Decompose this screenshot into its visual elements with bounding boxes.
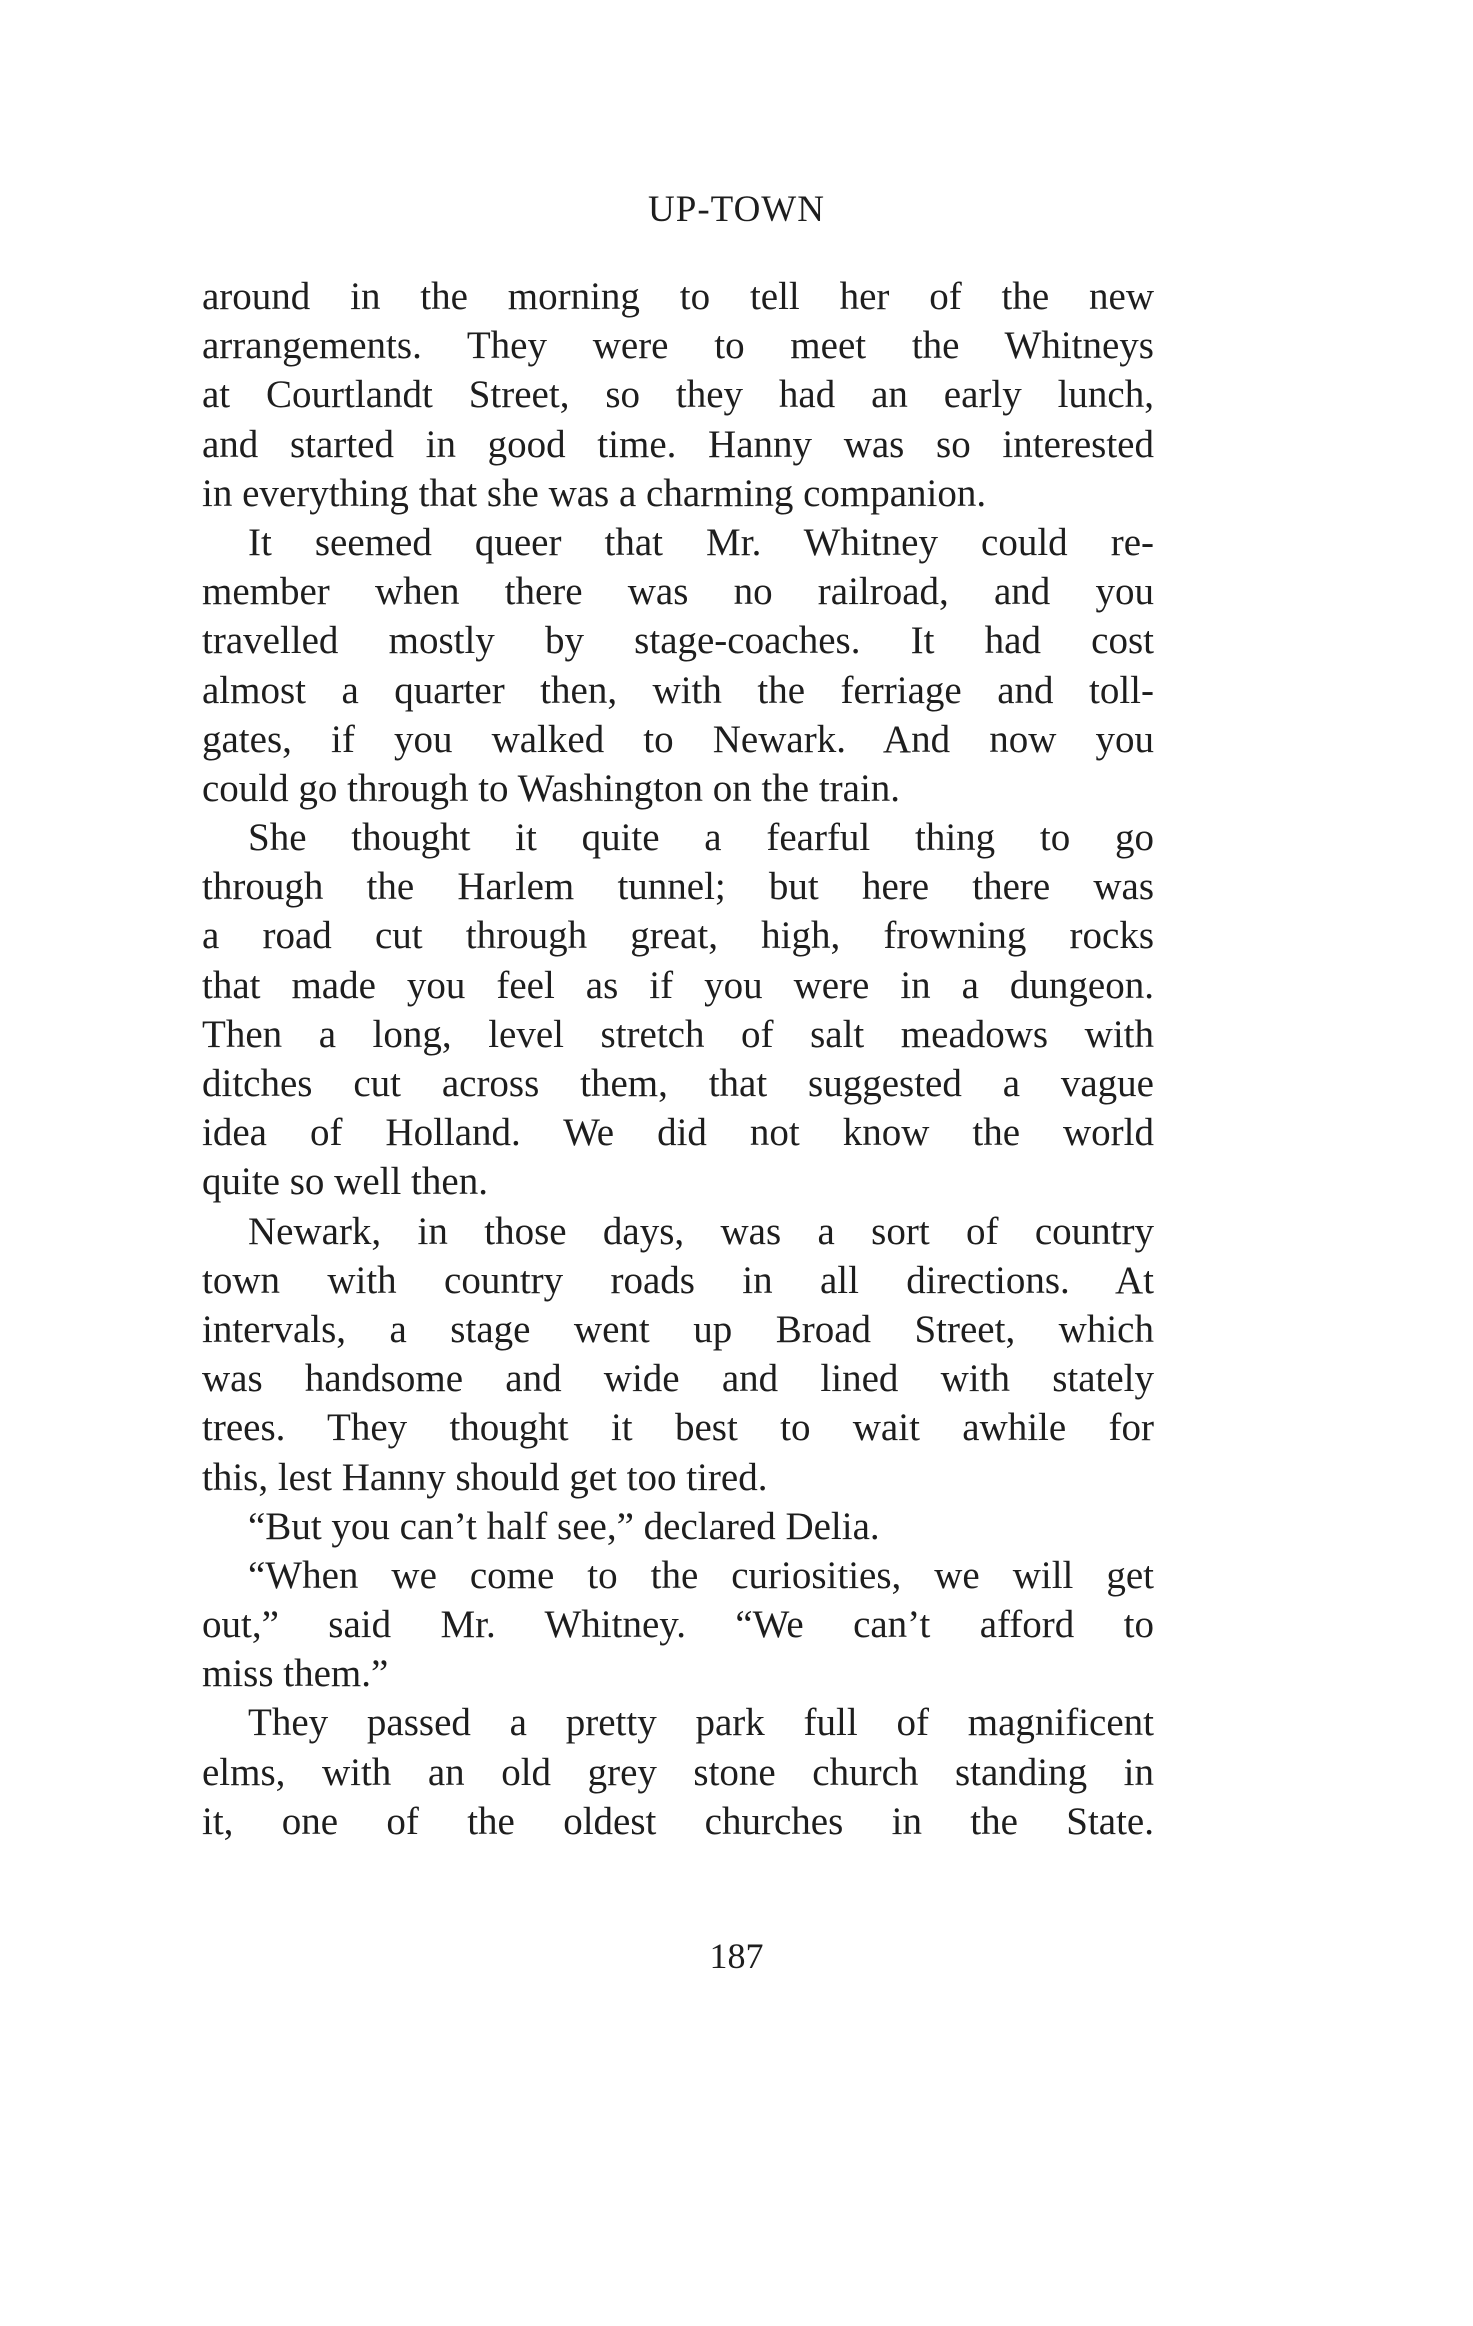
text-line: Then a long, level stretch of salt meadows with: [202, 1012, 1154, 1056]
text-line: elms, with an old grey stone church standing in: [202, 1750, 1154, 1794]
text-line: this, lest Hanny should get too tired.: [202, 1455, 768, 1499]
text-line: could go through to Washington on the train.: [202, 766, 901, 810]
text-line: idea of Holland. We did not know the world: [202, 1111, 1154, 1155]
text-line: was handsome and wide and lined with stately: [202, 1357, 1154, 1401]
text-line: They passed a pretty park full of magnificent: [248, 1701, 1154, 1745]
text-line: trees. They thought it best to wait awhile for: [202, 1406, 1154, 1450]
text-line: gates, if you walked to Newark. And now you: [202, 717, 1154, 761]
text-line: it, one of the oldest churches in the State.: [202, 1799, 1154, 1843]
text-line: that made you feel as if you were in a dungeon.: [202, 963, 1154, 1007]
text-line: miss them.”: [202, 1652, 389, 1696]
text-line: at Courtlandt Street, so they had an early lunch,: [202, 373, 1154, 417]
text-line: a road cut through great, high, frowning rocks: [202, 914, 1154, 958]
text-line: out,” said Mr. Whitney. “We can’t afford to: [202, 1603, 1154, 1647]
text-line: “But you can’t half see,” declared Delia.: [248, 1504, 880, 1548]
text-line: She thought it quite a fearful thing to go: [248, 816, 1154, 860]
text-line: town with country roads in all directions. At: [202, 1258, 1154, 1302]
running-head: UP-TOWN: [648, 189, 825, 230]
text-line: ditches cut across them, that suggested a vague: [202, 1062, 1154, 1105]
text-line: It seemed queer that Mr. Whitney could re-: [248, 520, 1154, 564]
text-line: around in the morning to tell her of the new: [202, 275, 1154, 318]
text-line: intervals, a stage went up Broad Street, which: [202, 1307, 1154, 1351]
text-line: “When we come to the curiosities, we will get: [248, 1553, 1154, 1597]
text-line: in everything that she was a charming companion.: [202, 471, 987, 515]
text-line: almost a quarter then, with the ferriage and toll-: [202, 668, 1154, 712]
text-line: travelled mostly by stage-coaches. It had cost: [202, 619, 1154, 663]
text-line: quite so well then.: [202, 1160, 488, 1204]
body-text: [202, 272, 1154, 1846]
text-line: Newark, in those days, was a sort of country: [248, 1209, 1154, 1253]
text-line: through the Harlem tunnel; but here there was: [202, 865, 1154, 909]
text-line: member when there was no railroad, and you: [202, 570, 1154, 614]
page-number: 187: [709, 1936, 764, 1976]
text-line: arrangements. They were to meet the Whitneys: [202, 324, 1154, 368]
text-line: and started in good time. Hanny was so interested: [202, 422, 1154, 466]
